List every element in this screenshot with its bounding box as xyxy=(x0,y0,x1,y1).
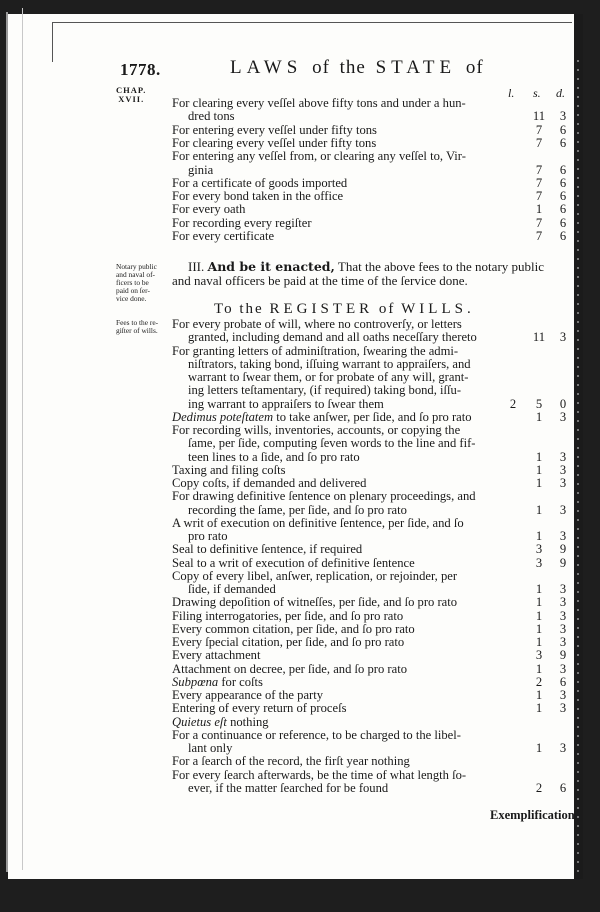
running-title-word: of xyxy=(465,57,484,78)
fee-amount-shillings: 5 xyxy=(535,396,543,411)
fee-description-line: Drawing depoſition of witneſſes, per ſide, and ſo pro rato xyxy=(172,595,458,610)
chapter-number: XVII. xyxy=(118,94,145,104)
fee-amount-pence: 3 xyxy=(559,741,567,755)
fee-amount-pence: 0 xyxy=(559,396,567,411)
fee-amount-shillings: 7 xyxy=(535,175,543,190)
fee-amount-shillings: 7 xyxy=(535,229,543,243)
fee-description-line: Copy of every libel, anſwer, replication, or rejoinder, per xyxy=(172,568,458,583)
fee-amount-pounds: 2 xyxy=(509,396,517,411)
fee-amount-pence: 3 xyxy=(559,582,567,596)
fee-amount-shillings: 1 xyxy=(535,741,543,755)
page-edge-shadow xyxy=(6,12,8,872)
fee-amount-shillings: 3 xyxy=(535,542,543,557)
fee-amount-pence: 3 xyxy=(559,409,567,424)
margin-note-line: and naval of- xyxy=(116,270,155,279)
fee-description-line: Attachment on decree, per ſide, and ſo pro rato xyxy=(172,661,407,676)
fee-amount-pence: 3 xyxy=(559,635,567,649)
section-number: III. xyxy=(188,259,205,274)
fee-description-line: Filing interrogatories, per ſide, and ſo pro rato xyxy=(172,608,404,623)
margin-note-line: ficers to be xyxy=(116,278,149,287)
fee-description-line: Taxing and filing coſts xyxy=(172,462,286,477)
page-edge-line xyxy=(22,8,23,870)
fee-amount-pence: 9 xyxy=(559,555,567,570)
subheading-word: REGISTER xyxy=(269,301,374,317)
fee-description-line: ing warrant to appraiſers to ſwear them xyxy=(188,396,384,411)
subheading-word: To xyxy=(214,301,234,317)
margin-note-line: paid on ſer- xyxy=(116,286,150,295)
fee-description-line: For a ſearch of the record, the firſt year nothing xyxy=(172,754,410,769)
fee-amount-shillings: 1 xyxy=(535,688,543,702)
fee-amount-shillings: 1 xyxy=(535,608,543,623)
fee-description-line: recording the ſame, per ſide, and ſo pro rato xyxy=(188,502,407,517)
gutter-binding xyxy=(577,60,579,880)
fee-description-line: For every bond taken in the office xyxy=(172,189,344,204)
fee-description-line: Entering of every return of proceſs xyxy=(172,701,347,716)
fee-amount-pence: 6 xyxy=(559,674,567,689)
column-head-shillings: s. xyxy=(533,86,541,100)
fee-amount-pence: 6 xyxy=(559,162,567,177)
margin-note-line: Fees to the re- xyxy=(116,318,159,327)
fee-description-text: for coſts xyxy=(218,674,263,689)
fee-amount-shillings: 3 xyxy=(535,648,543,663)
fee-description-text: nothing xyxy=(226,714,269,729)
fee-amount-shillings: 7 xyxy=(535,122,543,137)
page-year: 1778. xyxy=(120,60,161,79)
fee-description-line: warrant to ſwear them, or for probate of any will, grant- xyxy=(188,370,469,384)
subheading-register-of-wills xyxy=(214,301,475,318)
fee-description-line: Copy coſts, if demanded and delivered xyxy=(172,476,367,490)
fee-amount-shillings: 1 xyxy=(535,409,543,424)
fee-amount-shillings: 2 xyxy=(535,780,543,795)
fee-description-line: For granting letters of adminiſtration, ſwearing the admi- xyxy=(172,343,459,358)
fee-description-line: niſtrators, taking bond, iſſuing warrant to appraiſers, and xyxy=(188,356,471,371)
fee-amount-pence: 3 xyxy=(559,462,567,477)
fee-description-line: For a continuance or reference, to be charged to the libel- xyxy=(172,727,461,742)
running-title-word: STATE xyxy=(375,57,457,78)
fee-description-line: ginia xyxy=(188,162,214,177)
fee-description-line xyxy=(172,716,269,729)
fee-amount-pence: 3 xyxy=(559,529,567,543)
subheading-word: of xyxy=(378,301,396,317)
frame-rule-top xyxy=(52,22,572,23)
frame-rule-left xyxy=(52,22,53,62)
margin-note-line: vice done. xyxy=(116,294,147,303)
fee-amount-pence: 6 xyxy=(559,122,567,137)
fee-amount-pence: 9 xyxy=(559,648,567,663)
running-title-word: of xyxy=(312,57,330,78)
catchword: Exemplification xyxy=(490,808,575,822)
running-title xyxy=(230,57,484,79)
fee-description-text: to take anſwer, per ſide, and ſo pro rato xyxy=(273,409,472,424)
fee-amount-shillings: 7 xyxy=(535,215,543,230)
fee-description-line: For every certificate xyxy=(172,229,275,243)
chapter-word: CHAP. xyxy=(116,85,147,95)
fee-amount-pence: 3 xyxy=(559,502,567,517)
fee-amount-shillings: 1 xyxy=(535,462,543,477)
fee-description-line: For every probate of will, where no controverſy, or letters xyxy=(172,317,462,331)
fee-description-line: dred tons xyxy=(188,109,235,124)
fee-latin-term: Dedimus poteſtatem xyxy=(172,409,274,424)
fee-description-line: pro rato xyxy=(188,529,228,543)
fee-description-line: Every attachment xyxy=(172,648,261,663)
fee-description-line: For every oath xyxy=(172,202,246,217)
fee-description-line: lant only xyxy=(188,741,233,755)
fee-description-line: For recording every regiſter xyxy=(172,215,312,230)
fee-description-line: For entering every veſſel under fifty tons xyxy=(172,122,377,137)
fee-amount-pence: 6 xyxy=(559,780,567,795)
fee-amount-shillings: 1 xyxy=(535,202,543,217)
fee-amount-pence: 3 xyxy=(559,701,567,716)
fee-amount-pence: 3 xyxy=(559,661,567,676)
fee-amount-shillings: 1 xyxy=(535,529,543,543)
fee-latin-term: Subpœna xyxy=(172,674,219,689)
subheading-word: WILLS. xyxy=(401,301,475,317)
fee-amount-pence: 9 xyxy=(559,542,567,557)
fee-amount-pence: 6 xyxy=(559,135,567,150)
fee-amount-pence: 3 xyxy=(559,109,567,124)
fee-amount-shillings: 11 xyxy=(532,330,546,345)
fee-amount-pence: 3 xyxy=(559,621,567,636)
fee-amount-pence: 6 xyxy=(559,215,567,230)
fee-description-line: For clearing every veſſel under fifty tons xyxy=(172,135,377,150)
margin-note-line: Notary public xyxy=(116,262,157,271)
fee-description-line: ſame, per ſide, computing ſeven words to the line and fif- xyxy=(188,436,476,451)
scan-border-bottom xyxy=(0,879,600,912)
fee-description-line: Seal to a writ of execution of definitive ſentence xyxy=(172,555,415,570)
fee-amount-shillings: 11 xyxy=(532,109,546,124)
fee-description-line: teen lines to a ſide, and ſo pro rato xyxy=(188,449,360,464)
fee-amount-shillings: 2 xyxy=(535,674,543,689)
fee-description-line: Every ſpecial citation, per ſide, and ſo pro rato xyxy=(172,635,405,649)
fee-amount-pence: 6 xyxy=(559,229,567,243)
fee-amount-shillings: 1 xyxy=(535,502,543,517)
column-head-pounds: l. xyxy=(508,86,515,100)
fee-description-line: A writ of execution on definitive ſentence, per ſide, and ſo xyxy=(172,515,464,530)
running-title-word: the xyxy=(339,57,366,78)
fee-description-line: For every ſearch afterwards, be the time of what length ſo- xyxy=(172,767,467,782)
fee-description-line: Seal to definitive ſentence, if required xyxy=(172,542,363,557)
fee-description-line: Every common citation, per ſide, and ſo pro rato xyxy=(172,621,415,636)
fee-amount-pence: 3 xyxy=(559,608,567,623)
fee-amount-shillings: 1 xyxy=(535,476,543,490)
fee-amount-pence: 6 xyxy=(559,175,567,190)
fee-amount-shillings: 7 xyxy=(535,162,543,177)
subheading-word: the xyxy=(239,301,264,317)
fee-amount-shillings: 1 xyxy=(535,635,543,649)
fee-amount-pence: 3 xyxy=(559,595,567,610)
fee-description-line: For a certificate of goods imported xyxy=(172,175,348,190)
fee-amount-shillings: 1 xyxy=(535,449,543,464)
column-head-pence: d. xyxy=(556,86,565,100)
fee-description-line: For drawing definitive ſentence on plenary proceedings, and xyxy=(172,489,476,504)
fee-description-line: ever, if the matter ſearched for be found xyxy=(188,780,389,795)
fee-description-line: ſide, if demanded xyxy=(188,582,276,596)
fee-description-line: ing letters teſtamentary, (if required) taking bond, iſſu- xyxy=(188,383,462,398)
fee-amount-shillings: 1 xyxy=(535,701,543,716)
fee-amount-pence: 3 xyxy=(559,330,567,345)
section-text: That the above fees to the notary public xyxy=(337,259,545,274)
fee-description-line: Every appearance of the party xyxy=(172,688,324,702)
fee-latin-term: Quietus eſt xyxy=(172,714,227,729)
fee-amount-shillings: 3 xyxy=(535,555,543,570)
fee-amount-shillings: 7 xyxy=(535,135,543,150)
fee-description-line: For recording wills, inventories, accounts, or copying the xyxy=(172,423,461,437)
margin-note-register xyxy=(116,319,158,335)
fee-amount-shillings: 1 xyxy=(535,595,543,610)
margin-note-notary xyxy=(116,263,157,303)
fee-description-line: For clearing every veſſel above fifty tons and under a hun- xyxy=(172,96,466,110)
section-iii-line-2: and naval officers be paid at the time of the ſervice done. xyxy=(172,273,468,288)
fee-description-line: For entering any veſſel from, or clearing any veſſel to, Vir- xyxy=(172,149,466,164)
fee-amount-pence: 3 xyxy=(559,476,567,490)
fee-description-line: granted, including demand and all oaths neceſſary thereto xyxy=(188,330,477,345)
chapter-label xyxy=(116,86,146,104)
fee-amount-shillings: 7 xyxy=(535,189,543,204)
fee-amount-shillings: 1 xyxy=(535,621,543,636)
fee-amount-pence: 3 xyxy=(559,449,567,464)
fee-amount-shillings: 1 xyxy=(535,582,543,596)
margin-note-line: giſter of wills. xyxy=(116,326,158,335)
enacting-clause: And be it enacted, xyxy=(207,259,335,274)
fee-amount-pence: 6 xyxy=(559,189,567,204)
fee-amount-shillings: 1 xyxy=(535,661,543,676)
fee-amount-pence: 6 xyxy=(559,202,567,217)
running-title-word: LAWS xyxy=(230,57,303,78)
fee-amount-pence: 3 xyxy=(559,688,567,702)
